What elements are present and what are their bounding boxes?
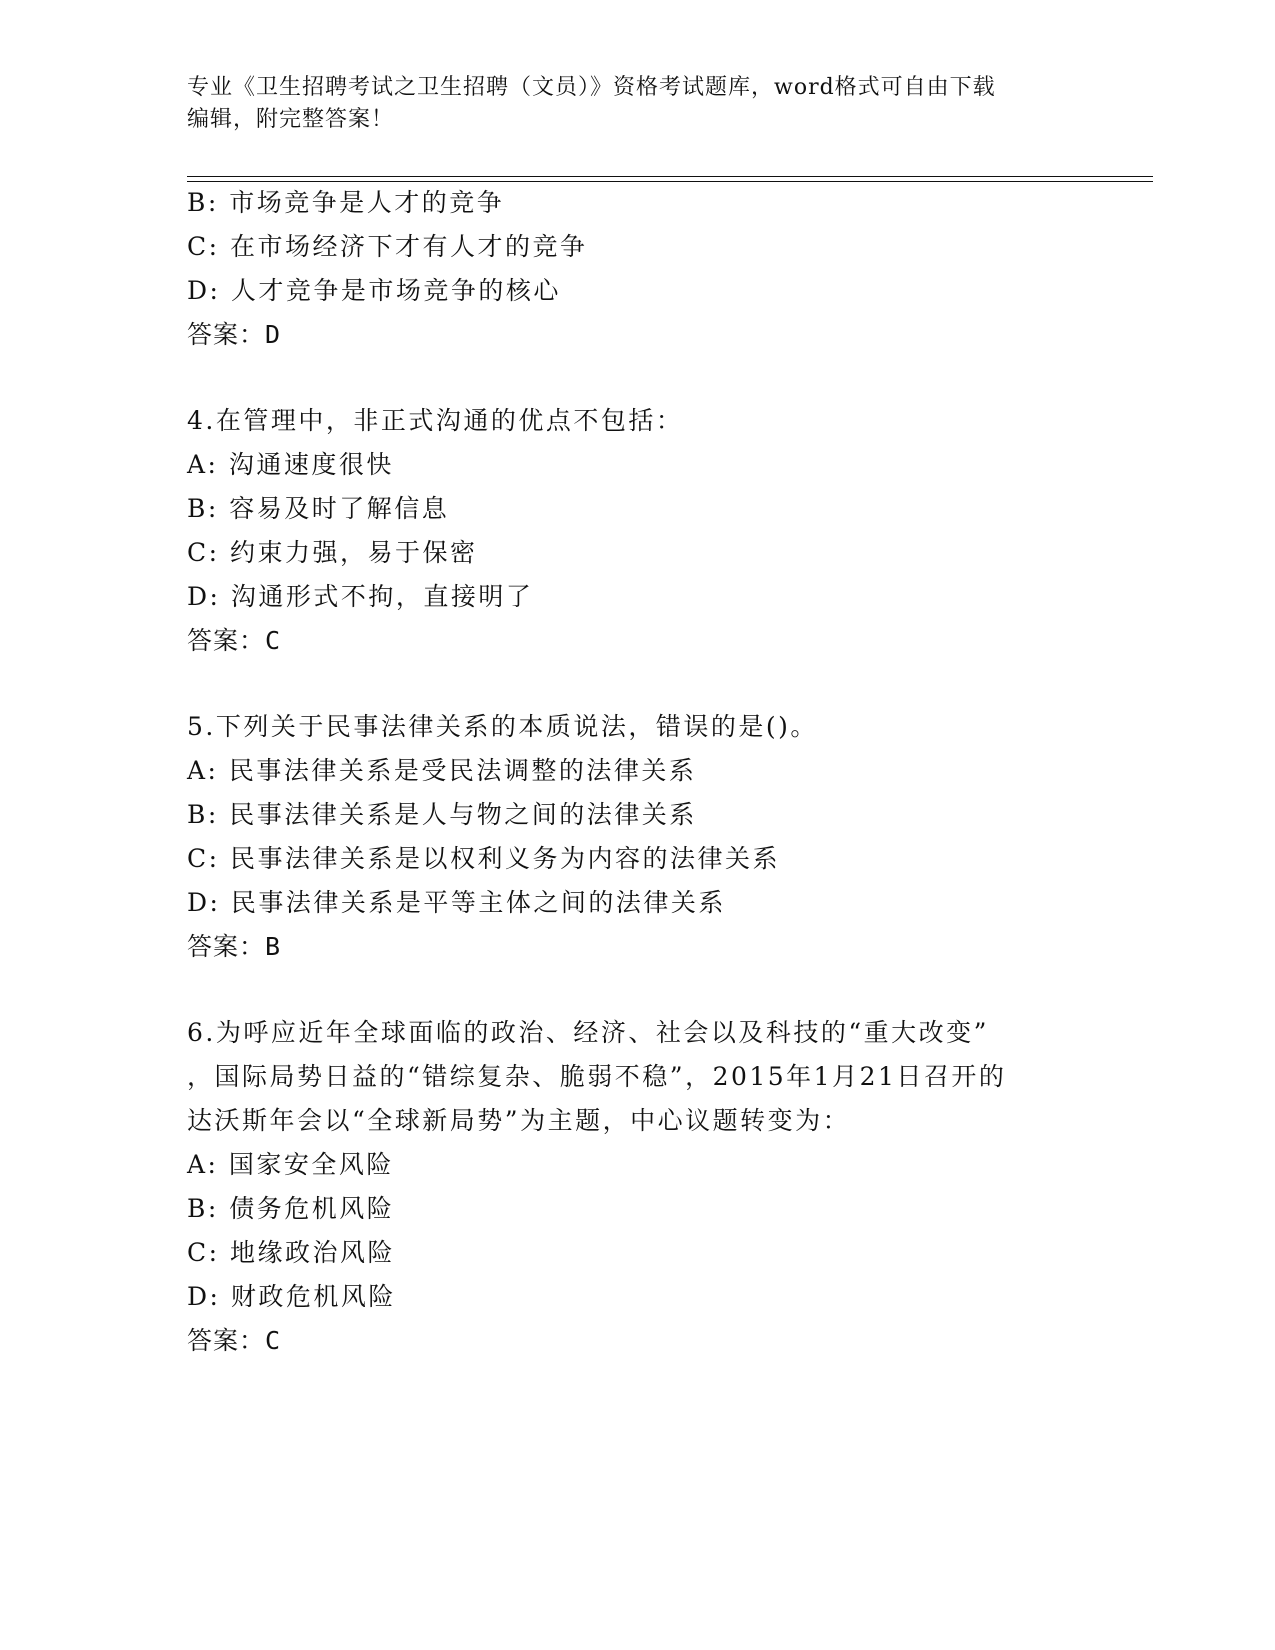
q5-stem: 5.下列关于民事法律关系的本质说法，错误的是()。 [187, 712, 818, 741]
q4-answer: 答案：C [187, 626, 282, 655]
q6-option-b: B: 债务危机风险 [187, 1194, 395, 1223]
q4-stem: 4.在管理中，非正式沟通的优点不包括： [187, 406, 684, 435]
header-divider-top [187, 176, 1153, 177]
q4-option-a: A: 沟通速度很快 [187, 450, 394, 479]
q5-option-b: B: 民事法律关系是人与物之间的法律关系 [187, 800, 697, 829]
q6-option-c: C: 地缘政治风险 [187, 1238, 395, 1267]
q6-stem-line-2: ，国际局势日益的“错综复杂、脆弱不稳”，2015年1月21日召开的 [187, 1062, 1007, 1091]
q4-option-c: C: 约束力强，易于保密 [187, 538, 478, 567]
q4-option-d: D: 沟通形式不拘，直接明了 [187, 582, 534, 611]
q5-option-c: C: 民事法律关系是以权利义务为内容的法律关系 [187, 844, 780, 873]
q3-option-d: D: 人才竞争是市场竞争的核心 [187, 276, 561, 305]
q6-option-a: A: 国家安全风险 [187, 1150, 394, 1179]
q5-option-a: A: 民事法律关系是受民法调整的法律关系 [187, 756, 697, 785]
q4-option-b: B: 容易及时了解信息 [187, 494, 450, 523]
q6-stem-line-3: 达沃斯年会以“全球新局势”为主题，中心议题转变为： [187, 1106, 851, 1135]
q6-answer: 答案：C [187, 1326, 282, 1355]
header-line-2: 编辑，附完整答案！ [187, 107, 395, 132]
header-divider-bottom [187, 181, 1153, 182]
q5-answer: 答案：B [187, 932, 282, 961]
q3-answer: 答案：D [187, 320, 282, 349]
q3-option-b: B: 市场竞争是人才的竞争 [187, 188, 505, 217]
q6-stem-line-1: 6.为呼应近年全球面临的政治、经济、社会以及科技的“重大改变” [187, 1018, 989, 1047]
q3-option-c: C: 在市场经济下才有人才的竞争 [187, 232, 588, 261]
document-header [187, 72, 1067, 136]
q5-option-d: D: 民事法律关系是平等主体之间的法律关系 [187, 888, 726, 917]
q6-option-d: D: 财政危机风险 [187, 1282, 396, 1311]
header-line-1: 专业《卫生招聘考试之卫生招聘（文员）》资格考试题库，word格式可自由下载 [187, 75, 996, 100]
